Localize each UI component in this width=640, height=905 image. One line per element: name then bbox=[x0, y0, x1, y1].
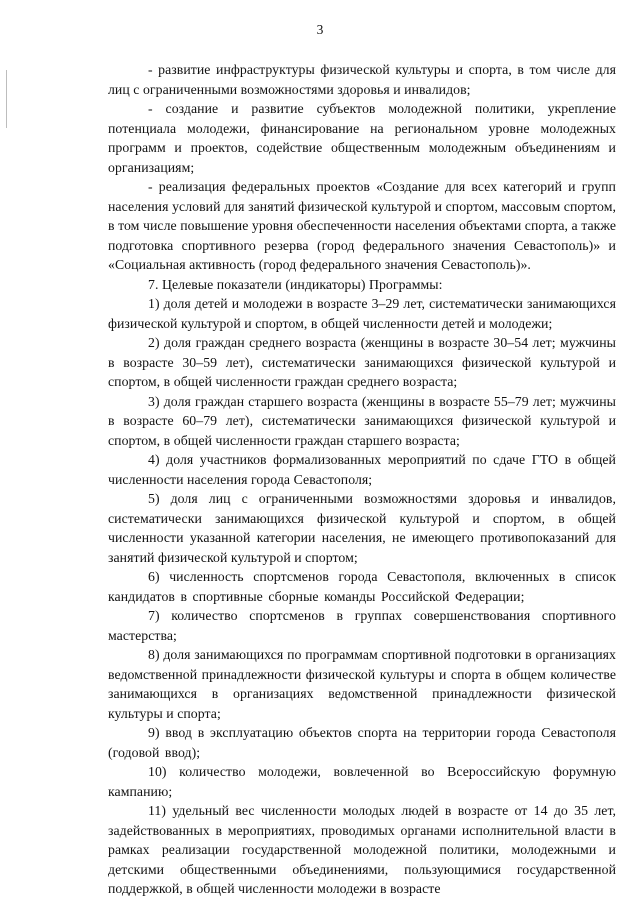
indicator-item-8: 8) доля занимающихся по программам спортивной подготовки в организациях ведомственной принадлежности физической культуры и спорта в общем количестве занимающихся в организациях ведомственной принадлежности физической культуры и спорта; bbox=[108, 647, 616, 721]
indicator-item-1: 1) доля детей и молодежи в возрасте 3–29 лет, систематически занимающихся физической культурой и спортом, в общей численности детей и молодежи; bbox=[108, 296, 616, 331]
indicator-item-11: 11) удельный вес численности молодых людей в возрасте от 14 до 35 лет, задействованных в мероприятиях, проводимых органами исполнительной власти в рамках реализации государственной молодежной политики, молодежными и детскими общественными объединениями, пользующимися государственной поддержкой, в общей численности молодежи в возрасте bbox=[108, 803, 616, 896]
page-number: 3 bbox=[316, 22, 324, 37]
indicator-item-6: 6) численность спортсменов города Севастополя, включенных в список кандидатов в спортивные сборные команды Российской Федерации; bbox=[108, 569, 616, 604]
indicator-item-5: 5) доля лиц с ограниченными возможностями здоровья и инвалидов, систематически занимающихся физической культурой и спортом, в общей численности указанной категории населения, не имеющего противопоказаний для занятий физической культурой и спортом; bbox=[108, 491, 616, 565]
indicator-item-4: 4) доля участников формализованных мероприятий по сдаче ГТО в общей численности населения города Севастополя; bbox=[108, 452, 616, 487]
indicator-item-9: 9) ввод в эксплуатацию объектов спорта на территории города Севастополя (годовой ввод); bbox=[108, 725, 616, 760]
section-heading-indicators: 7. Целевые показатели (индикаторы) Программы: bbox=[148, 276, 443, 292]
document-body bbox=[108, 60, 616, 899]
indicator-item-2: 2) доля граждан среднего возраста (женщины в возрасте 30–54 лет; мужчины в возрасте 30–59 лет), систематически занимающихся физической культурой и спортом, в общей численности граждан среднего возраста; bbox=[108, 335, 616, 389]
indicator-item-3: 3) доля граждан старшего возраста (женщины в возрасте 55–79 лет; мужчины в возрасте 60–79 лет), систематически занимающихся физической культурой и спортом, в общей численности граждан старшего возраста; bbox=[108, 393, 616, 448]
paragraph-infrastructure: - развитие инфраструктуры физической культуры и спорта, в том числе для лиц с ограниченными возможностями здоровья и инвалидов; bbox=[108, 62, 616, 97]
indicator-item-7: 7) количество спортсменов в группах совершенствования спортивного мастерства; bbox=[108, 608, 616, 643]
indicator-item-10: 10) количество молодежи, вовлеченной во Всероссийскую форумную кампанию; bbox=[108, 764, 616, 799]
paragraph-youth-policy: - создание и развитие субъектов молодежной политики, укрепление потенциала молодежи, финансирование на региональном уровне молодежных программ и проектов, содействие общественным молодежным объединениям и организациям; bbox=[108, 101, 616, 175]
scan-edge-mark bbox=[6, 70, 7, 128]
paragraph-federal-projects: - реализация федеральных проектов «Создание для всех категорий и групп населения условий для занятий физической культурой и спортом, массовым спортом, в том числе повышение уровня обеспеченности населения объектами спорта, а также подготовка спортивного резерва (город федерального значения Севастополь)» и «Социальная активность (город федерального значения Севастополь)». bbox=[108, 179, 616, 272]
